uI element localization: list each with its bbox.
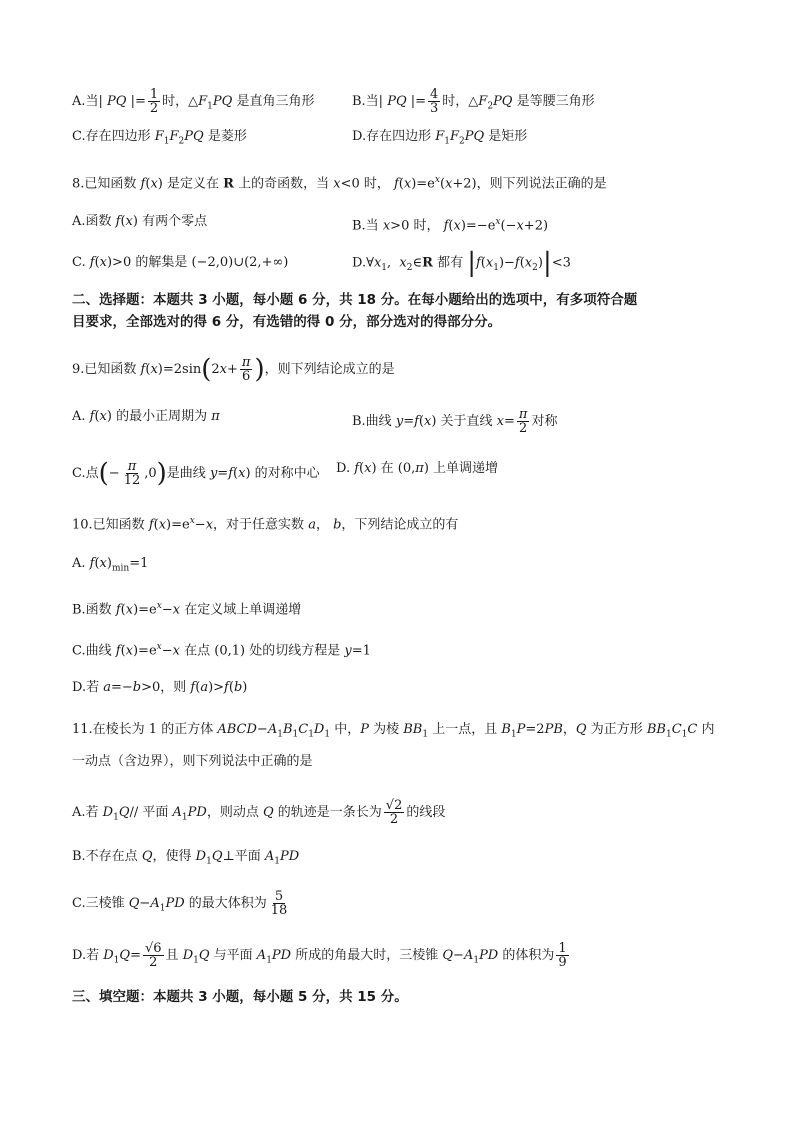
q11-option-c: C.三棱锥 $Q-A_1PD$ 的最大体积为 $\frac{5}{18}$	[72, 889, 288, 918]
q11-stem-line2: 一动点（含边界），则下列说法中正确的是	[72, 754, 313, 769]
q9-stem: 9.已知函数 f(x)=2sin(2x+ $\frac{\pi}{6}$ )，则下列结论成立的是	[72, 354, 395, 385]
q9-option-c: C.点(− $\frac{\pi}{12}$ ,0)是曲线 y=f(x) 的对称中心	[72, 458, 320, 489]
q10-stem: 10.已知函数 $f(x)=e^x-x$，对于任意实数 a， b，下列结论成立的有	[72, 516, 459, 533]
section2-heading-line2: 目要求，全部选对的得 6 分，有选错的得 0 分，部分选对的得部分分。	[72, 314, 502, 330]
q9-option-b: B.曲线 y=f(x) 关于直线 x= $\frac{\pi}{2}$ 对称	[352, 407, 558, 436]
q10-option-a: A. $f(x)_{min}=1$	[72, 556, 149, 574]
q8-option-d: $D.\forall x_1$, $x_2\in R$ 都有 $|f(x_1)-f(x_2)|<3$	[352, 248, 571, 278]
q7-option-d: D.存在四边形 $F_1F_2PQ$ 是矩形	[352, 129, 528, 147]
q9-option-d: D. f(x) 在 (0,π) 上单调递增	[336, 461, 499, 476]
q11-option-d: D.若 $D_1Q=$ $\frac{√6}{2}$ 且 $D_1Q$ 与平面 $A_1PD$ 所成的角最大时，三棱锥 $Q-A_1PD$ 的体积为 $\frac{1}{9}$	[72, 941, 567, 970]
q10-option-c: C.曲线 $f(x)=e^x-x$ 在点 (0,1) 处的切线方程是 y=1	[72, 642, 371, 659]
q11-option-a: A.若 $D_1Q//$ 平面 $A_1PD$，则动点 Q 的轨迹是一条长为 $\frac{√2}{2}$ 的线段	[72, 798, 446, 827]
q8-option-b: B.当 x>0 时， $f(x)=-e^x(-x+2)$	[352, 217, 549, 234]
q8-option-a: A.函数 f(x) 有两个零点	[72, 214, 208, 229]
q11-stem-line1: 11.在棱长为 1 的正方体 $ABCD-A_1B_1C_1D_1$ 中，P 为棱 $BB_1$ 上一点，且 $B_1P=2PB$，Q 为正方形 $BB_1C_1C$ 内	[72, 722, 715, 740]
q8-stem: 8.已知函数 f(x) 是定义在 R 上的奇函数，当 x<0 时， $f(x)=e^x(x+2)$，则下列说法正确的是	[72, 175, 607, 192]
q7-option-a: A.当| PQ |= $\frac{1}{2}$ 时，$\triangle F_1PQ$ 是直角三角形	[72, 87, 315, 116]
q11-option-b: B.不存在点 Q，使得 $D_1Q\perp$平面 $A_1PD$	[72, 849, 300, 867]
section2-heading-line1: 二、选择题：本题共 3 小题，每小题 6 分，共 18 分。在每小题给出的选项中，有多项符合题	[72, 292, 638, 308]
q10-option-b: B.函数 $f(x)=e^x-x$ 在定义域上单调递增	[72, 601, 302, 618]
q7-option-b: B.当| PQ |= $\frac{4}{3}$ 时，$\triangle F_2PQ$ 是等腰三角形	[352, 87, 595, 116]
section3-heading: 三、填空题：本题共 3 小题，每小题 5 分，共 15 分。	[72, 989, 408, 1005]
q10-option-d: D.若 a=−b>0，则 f(a)>f(b)	[72, 680, 248, 695]
q9-option-a: A. f(x) 的最小正周期为 π	[72, 409, 220, 424]
q8-option-c: C. f(x)>0 的解集是 (−2,0)∪(2,+∞)	[72, 255, 289, 270]
q7-option-c: C.存在四边形 $F_1F_2PQ$ 是菱形	[72, 129, 247, 147]
